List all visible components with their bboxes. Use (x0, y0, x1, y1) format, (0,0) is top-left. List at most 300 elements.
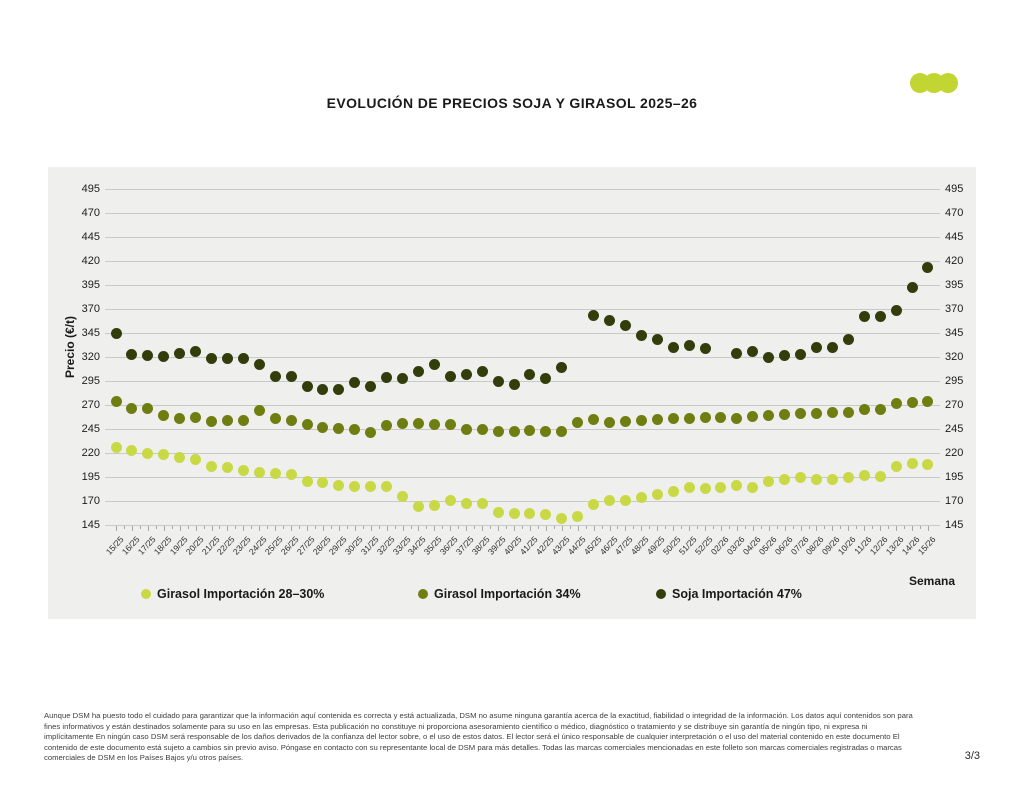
data-point (413, 501, 424, 512)
x-tick-label: 11/26 (852, 534, 874, 557)
x-tick-mark (737, 526, 738, 531)
gridline (105, 237, 940, 238)
data-point (524, 508, 535, 519)
data-point (302, 476, 313, 487)
page-number: 3/3 (964, 750, 980, 762)
x-tick-mark (546, 526, 547, 531)
data-point (509, 508, 520, 519)
x-tick-mark (482, 526, 483, 531)
disclaimer-text (44, 711, 944, 764)
x-tick-label: 22/25 (215, 534, 238, 557)
x-tick-mark (530, 526, 531, 531)
chart-panel (48, 167, 976, 619)
y-tick-label: 320 (945, 351, 964, 363)
data-point (317, 384, 328, 395)
legend-label: Girasol Importación 28–30% (157, 587, 325, 601)
data-point (111, 396, 122, 407)
x-tick-label: 42/25 (533, 534, 556, 557)
data-point (413, 366, 424, 377)
data-point (174, 413, 185, 424)
x-minor-tick-mark (267, 526, 268, 529)
data-point (715, 412, 726, 423)
legend-dot-icon (656, 589, 666, 599)
x-tick-mark (896, 526, 897, 531)
x-tick-mark (403, 526, 404, 531)
x-tick-label: 47/25 (613, 534, 636, 557)
data-point (477, 424, 488, 435)
data-point (747, 346, 758, 357)
x-tick-label: 48/25 (629, 534, 651, 557)
y-tick-label: 295 (81, 375, 100, 387)
x-tick-mark (212, 526, 213, 531)
y-tick-label: 195 (81, 471, 100, 483)
data-point (174, 452, 185, 463)
data-point (302, 419, 313, 430)
data-point (843, 407, 854, 418)
x-minor-tick-mark (156, 526, 157, 529)
x-minor-tick-mark (681, 526, 682, 529)
x-tick-label: 18/25 (151, 534, 174, 557)
data-point (142, 448, 153, 459)
data-point (715, 482, 726, 493)
data-point (827, 342, 838, 353)
data-point (588, 499, 599, 510)
data-point (891, 398, 902, 409)
x-tick-label: 30/25 (342, 534, 365, 557)
data-point (493, 507, 504, 518)
data-point (795, 408, 806, 419)
y-tick-label: 370 (945, 303, 964, 315)
data-point (333, 480, 344, 491)
x-tick-mark (418, 526, 419, 531)
gridline (105, 213, 940, 214)
x-tick-mark (323, 526, 324, 531)
gridline (105, 429, 940, 430)
y-tick-label: 320 (81, 351, 100, 363)
legend-dot-icon (141, 589, 151, 599)
gridline (105, 285, 940, 286)
data-point (620, 320, 631, 331)
data-point (779, 474, 790, 485)
x-tick-label: 05/26 (756, 534, 779, 557)
x-tick-mark (196, 526, 197, 531)
y-tick-label: 195 (945, 471, 964, 483)
data-point (636, 415, 647, 426)
x-tick-mark (689, 526, 690, 531)
data-point (254, 405, 265, 416)
x-minor-tick-mark (331, 526, 332, 529)
data-point (206, 461, 217, 472)
x-minor-tick-mark (856, 526, 857, 529)
y-tick-label: 220 (81, 447, 100, 459)
data-point (907, 397, 918, 408)
x-minor-tick-mark (474, 526, 475, 529)
y-tick-label: 170 (81, 495, 100, 507)
x-tick-label: 43/25 (549, 534, 572, 557)
y-tick-label: 495 (81, 183, 100, 195)
page-title: EVOLUCIÓN DE PRECIOS SOJA Y GIRASOL 2025–26 (326, 95, 698, 111)
gridline (105, 381, 940, 382)
x-minor-tick-mark (920, 526, 921, 529)
data-point (270, 413, 281, 424)
x-tick-mark (705, 526, 706, 531)
disclaimer-line: comerciales de DSM en los Países Bajos y/u otros países. (44, 753, 244, 763)
x-tick-label: 38/25 (469, 534, 492, 557)
y-tick-label: 420 (945, 255, 964, 267)
data-point (381, 372, 392, 383)
x-tick-label: 09/26 (820, 534, 842, 557)
x-minor-tick-mark (888, 526, 889, 529)
data-point (731, 413, 742, 424)
data-point (684, 413, 695, 424)
x-tick-mark (371, 526, 372, 531)
data-point (461, 498, 472, 509)
x-minor-tick-mark (586, 526, 587, 529)
x-minor-tick-mark (713, 526, 714, 529)
data-point (445, 419, 456, 430)
x-minor-tick-mark (140, 526, 141, 529)
x-minor-tick-mark (872, 526, 873, 529)
x-tick-label: 32/25 (374, 534, 397, 557)
data-point (668, 342, 679, 353)
data-point (190, 346, 201, 357)
gridline (105, 501, 940, 502)
data-point (429, 359, 440, 370)
data-point (668, 486, 679, 497)
data-point (922, 262, 933, 273)
gridline (105, 333, 940, 334)
legend-dot-icon (418, 589, 428, 599)
y-tick-label: 345 (81, 327, 100, 339)
gridline (105, 309, 940, 310)
x-tick-label: 15/25 (103, 534, 126, 557)
data-point (222, 415, 233, 426)
x-minor-tick-mark (426, 526, 427, 529)
y-tick-label: 445 (945, 231, 964, 243)
data-point (142, 403, 153, 414)
y-tick-label: 395 (81, 279, 100, 291)
data-point (620, 416, 631, 427)
y-tick-label: 170 (945, 495, 964, 507)
data-point (700, 343, 711, 354)
x-tick-mark (514, 526, 515, 531)
x-tick-mark (434, 526, 435, 531)
x-tick-label: 50/25 (660, 534, 683, 557)
data-point (652, 489, 663, 500)
x-minor-tick-mark (442, 526, 443, 529)
x-tick-label: 41/25 (517, 534, 540, 557)
x-tick-mark (387, 526, 388, 531)
x-minor-tick-mark (522, 526, 523, 529)
data-point (429, 419, 440, 430)
data-point (907, 458, 918, 469)
x-minor-tick-mark (219, 526, 220, 529)
data-point (572, 511, 583, 522)
data-point (270, 371, 281, 382)
gridline (105, 405, 940, 406)
x-tick-mark (801, 526, 802, 531)
data-point (142, 350, 153, 361)
data-point (700, 483, 711, 494)
data-point (859, 470, 870, 481)
data-point (190, 412, 201, 423)
data-point (875, 404, 886, 415)
x-tick-mark (307, 526, 308, 531)
data-point (922, 459, 933, 470)
data-point (158, 449, 169, 460)
x-tick-label: 31/25 (358, 534, 381, 557)
x-minor-tick-mark (697, 526, 698, 529)
data-point (827, 474, 838, 485)
data-point (540, 426, 551, 437)
data-point (700, 412, 711, 423)
data-point (524, 425, 535, 436)
x-tick-mark (641, 526, 642, 531)
x-minor-tick-mark (809, 526, 810, 529)
x-tick-mark (259, 526, 260, 531)
x-tick-mark (657, 526, 658, 531)
x-tick-label: 23/25 (231, 534, 253, 557)
data-point (365, 381, 376, 392)
x-tick-mark (578, 526, 579, 531)
y-tick-label: 145 (81, 519, 100, 531)
x-tick-label: 12/26 (867, 534, 890, 557)
x-tick-label: 52/25 (692, 534, 715, 557)
x-tick-label: 29/25 (326, 534, 349, 557)
x-tick-mark (355, 526, 356, 531)
x-tick-label: 10/26 (836, 534, 858, 557)
x-tick-label: 02/26 (708, 534, 731, 557)
data-point (429, 500, 440, 511)
data-point (397, 418, 408, 429)
data-point (509, 426, 520, 437)
x-tick-mark (450, 526, 451, 531)
data-point (286, 469, 297, 480)
x-tick-mark (673, 526, 674, 531)
data-point (795, 349, 806, 360)
x-minor-tick-mark (204, 526, 205, 529)
data-point (763, 476, 774, 487)
y-tick-label: 445 (81, 231, 100, 243)
data-point (652, 414, 663, 425)
y-tick-label: 270 (81, 399, 100, 411)
data-point (604, 417, 615, 428)
y-axis-title: Precio (€/t) (63, 316, 77, 379)
data-point (461, 424, 472, 435)
x-tick-label: 19/25 (167, 534, 190, 557)
x-minor-tick-mark (188, 526, 189, 529)
y-tick-label: 145 (945, 519, 964, 531)
data-point (349, 424, 360, 435)
data-point (493, 426, 504, 437)
x-minor-tick-mark (761, 526, 762, 529)
x-minor-tick-mark (283, 526, 284, 529)
y-tick-label: 270 (945, 399, 964, 411)
y-tick-label: 345 (945, 327, 964, 339)
data-point (509, 379, 520, 390)
data-point (333, 384, 344, 395)
data-point (843, 472, 854, 483)
x-tick-mark (928, 526, 929, 531)
x-minor-tick-mark (490, 526, 491, 529)
x-tick-label: 14/26 (899, 534, 922, 557)
x-tick-label: 35/25 (422, 534, 444, 557)
data-point (891, 305, 902, 316)
data-point (206, 416, 217, 427)
y-tick-label: 295 (945, 375, 964, 387)
x-minor-tick-mark (379, 526, 380, 529)
data-point (827, 407, 838, 418)
data-point (365, 427, 376, 438)
x-minor-tick-mark (315, 526, 316, 529)
x-minor-tick-mark (124, 526, 125, 529)
data-point (461, 369, 472, 380)
x-tick-label: 51/25 (676, 534, 699, 557)
x-tick-label: 24/25 (247, 534, 269, 557)
x-minor-tick-mark (347, 526, 348, 529)
x-tick-mark (116, 526, 117, 531)
x-minor-tick-mark (633, 526, 634, 529)
data-point (174, 348, 185, 359)
x-tick-mark (721, 526, 722, 531)
data-point (445, 495, 456, 506)
data-point (731, 480, 742, 491)
x-tick-label: 08/26 (804, 534, 827, 557)
data-point (668, 413, 679, 424)
data-point (604, 315, 615, 326)
legend-item-girasol-34 (418, 587, 581, 601)
x-minor-tick-mark (904, 526, 905, 529)
data-point (779, 350, 790, 361)
data-point (270, 468, 281, 479)
x-tick-label: 27/25 (294, 534, 317, 557)
data-point (381, 481, 392, 492)
y-tick-label: 395 (945, 279, 964, 291)
x-tick-mark (466, 526, 467, 531)
data-point (302, 381, 313, 392)
x-tick-mark (275, 526, 276, 531)
x-tick-label: 26/25 (278, 534, 301, 557)
data-point (238, 353, 249, 364)
data-point (111, 442, 122, 453)
data-point (572, 417, 583, 428)
x-tick-mark (785, 526, 786, 531)
data-point (126, 349, 137, 360)
data-point (158, 410, 169, 421)
x-tick-mark (864, 526, 865, 531)
data-point (222, 462, 233, 473)
gridline (105, 453, 940, 454)
data-point (811, 408, 822, 419)
x-tick-mark (753, 526, 754, 531)
data-point (190, 454, 201, 465)
x-tick-label: 21/25 (199, 534, 222, 557)
data-point (540, 373, 551, 384)
x-tick-mark (769, 526, 770, 531)
x-tick-mark (594, 526, 595, 531)
x-minor-tick-mark (570, 526, 571, 529)
legend-item-soja-47 (656, 587, 802, 601)
x-tick-label: 40/25 (501, 534, 524, 557)
x-tick-label: 28/25 (310, 534, 333, 557)
x-tick-mark (164, 526, 165, 531)
data-point (588, 414, 599, 425)
data-point (238, 465, 249, 476)
x-minor-tick-mark (299, 526, 300, 529)
data-point (349, 481, 360, 492)
x-tick-label: 20/25 (183, 534, 206, 557)
data-point (493, 376, 504, 387)
data-point (222, 353, 233, 364)
x-minor-tick-mark (172, 526, 173, 529)
data-point (524, 369, 535, 380)
x-tick-mark (610, 526, 611, 531)
data-point (875, 471, 886, 482)
x-tick-mark (562, 526, 563, 531)
data-point (763, 410, 774, 421)
disclaimer-line: fines informativos y están destinados solamente para su uso en las empresas. Esta publicación no constituye ni proporciona asesoramiento científico o médico, diagnóstico o tratamiento y se distribuye sin garantía de ningún tipo, ni expresa ni (44, 721, 868, 731)
x-tick-mark (832, 526, 833, 531)
data-point (875, 311, 886, 322)
x-minor-tick-mark (777, 526, 778, 529)
disclaimer-line: contenido de este documento está sujeto a cambios sin previo aviso. Póngase en contacto con su representante local de DSM para más detalles. Todas las marcas comerciales mencionadas en este folleto son marcas comerciales registradas o marcas (44, 742, 902, 752)
data-point (843, 334, 854, 345)
data-point (349, 377, 360, 388)
data-point (254, 467, 265, 478)
x-tick-label: 39/25 (485, 534, 508, 557)
data-point (286, 371, 297, 382)
data-point (556, 426, 567, 437)
data-point (413, 418, 424, 429)
y-tick-label: 220 (945, 447, 964, 459)
data-point (286, 415, 297, 426)
x-tick-mark (148, 526, 149, 531)
x-minor-tick-mark (617, 526, 618, 529)
gridline (105, 261, 940, 262)
data-point (238, 415, 249, 426)
x-tick-mark (291, 526, 292, 531)
dsm-logo (910, 72, 970, 94)
data-point (158, 351, 169, 362)
legend-item-girasol-28-30 (141, 587, 324, 601)
x-minor-tick-mark (395, 526, 396, 529)
data-point (126, 403, 137, 414)
data-point (652, 334, 663, 345)
data-point (731, 348, 742, 359)
data-point (254, 359, 265, 370)
x-tick-label: 45/25 (581, 534, 604, 557)
x-minor-tick-mark (538, 526, 539, 529)
data-point (795, 472, 806, 483)
data-point (397, 373, 408, 384)
data-point (477, 498, 488, 509)
legend-label: Soja Importación 47% (672, 587, 802, 601)
x-tick-mark (339, 526, 340, 531)
y-tick-label: 470 (945, 207, 964, 219)
x-tick-label: 25/25 (262, 534, 285, 557)
x-tick-label: 07/26 (788, 534, 811, 557)
data-point (636, 330, 647, 341)
data-point (477, 366, 488, 377)
x-tick-label: 34/25 (406, 534, 429, 557)
x-tick-label: 33/25 (390, 534, 413, 557)
data-point (684, 482, 695, 493)
x-minor-tick-mark (235, 526, 236, 529)
x-minor-tick-mark (793, 526, 794, 529)
x-tick-label: 36/25 (438, 534, 460, 557)
data-point (333, 423, 344, 434)
data-point (859, 404, 870, 415)
